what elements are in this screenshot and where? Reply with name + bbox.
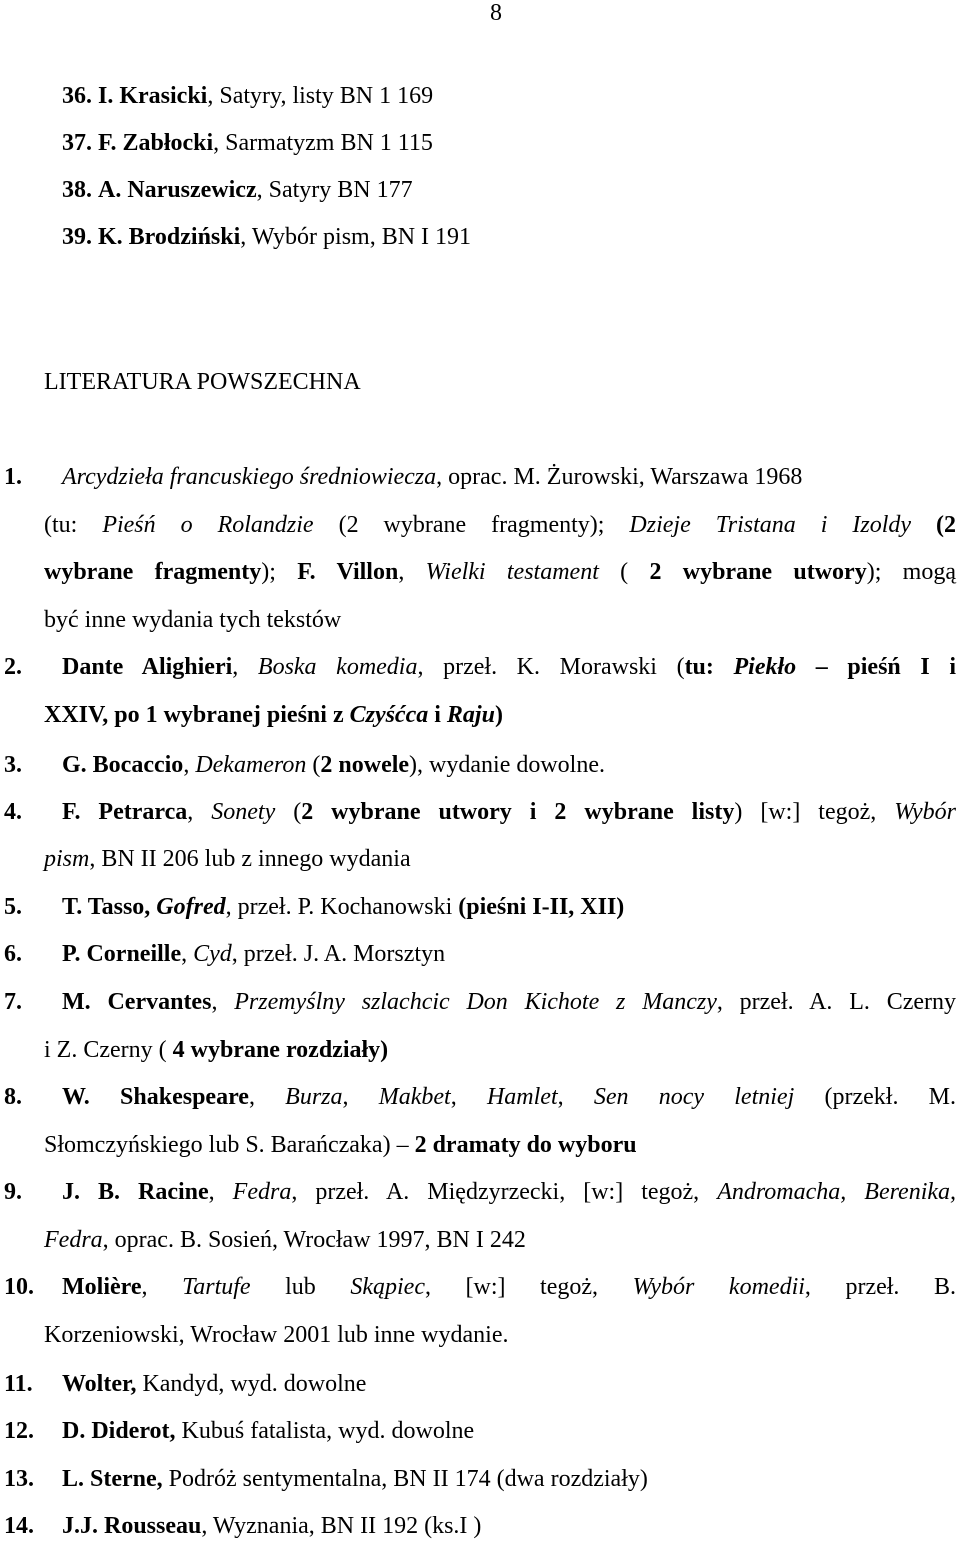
item-number: 12. [4,1418,34,1444]
item-number: 4. [4,799,22,825]
list-item: T. Tasso, Gofred, przeł. P. Kochanowski (pieśni I-II, XII) [62,894,625,920]
list-item-line: Fedra, oprac. B. Sosień, Wrocław 1997, BN I 242 [44,1227,526,1253]
list-item: 38. A. Naruszewicz, Satyry BN 177 [62,177,413,203]
list-item: D. Diderot, Kubuś fatalista, wyd. dowolne [62,1418,475,1444]
list-item-line: Korzeniowski, Wrocław 2001 lub inne wydanie. [44,1322,509,1348]
list-item-line: Słomczyńskiego lub S. Barańczaka) – 2 dramaty do wyboru [44,1132,637,1158]
list-item: G. Bocaccio, Dekameron (2 nowele), wydanie dowolne. [62,752,605,778]
list-item-line: być inne wydania tych tekstów [44,607,342,633]
item-number: 9. [4,1179,22,1205]
list-item-line: wybrane fragmenty); F. Villon, Wielki testament ( 2 wybrane utwory); mogą [44,559,956,585]
list-item: Wolter, Kandyd, wyd. dowolne [62,1371,367,1397]
list-item: 39. K. Brodziński, Wybór pism, BN I 191 [62,224,472,250]
item-number: 7. [4,989,22,1015]
list-item: M. Cervantes, Przemyślny szlachcic Don Kichote z Manczy, przeł. A. L. Czerny [62,989,957,1015]
item-number: 2. [4,654,22,680]
list-item-line: XXIV, po 1 wybranej pieśni z Czyśćca i Raju) [44,702,503,728]
list-item: W. Shakespeare, Burza, Makbet, Hamlet, Sen nocy letniej (przekł. M. [62,1084,957,1110]
list-item: Arcydzieła francuskiego średniowiecza, oprac. M. Żurowski, Warszawa 1968 [62,464,803,490]
item-number: 8. [4,1084,22,1110]
list-item: 37. F. Zabłocki, Sarmatyzm BN 1 115 [62,130,433,156]
list-item: 36. I. Krasicki, Satyry, listy BN 1 169 [62,83,434,109]
item-number: 6. [4,941,22,967]
list-item-line: pism, BN II 206 lub z innego wydania [44,846,411,872]
list-item: P. Corneille, Cyd, przeł. J. A. Morsztyn [62,941,446,967]
list-item-line: i Z. Czerny ( 4 wybrane rozdziały) [44,1037,389,1063]
item-number: 1. [4,464,22,490]
item-number: 13. [4,1466,34,1492]
page-number: 8 [490,0,502,26]
item-number: 14. [4,1513,34,1539]
list-item: J. B. Racine, Fedra, przeł. A. Międzyrzecki, [w:] tegoż, Andromacha, Berenika, [62,1179,957,1205]
list-item: F. Petrarca, Sonety (2 wybrane utwory i 2 wybrane listy) [w:] tegoż, Wybór [62,799,957,825]
item-number: 5. [4,894,22,920]
list-item: J.J. Rousseau, Wyznania, BN II 192 (ks.I ) [62,1513,482,1539]
section-heading: LITERATURA POWSZECHNA [44,369,361,395]
item-number: 3. [4,752,22,778]
list-item: Molière, Tartufe lub Skąpiec, [w:] tegoż, Wybór komedii, przeł. B. [62,1274,956,1300]
list-item: L. Sterne, Podróż sentymentalna, BN II 174 (dwa rozdziały) [62,1466,648,1492]
item-number: 10. [4,1274,34,1300]
list-item-line: (tu: Pieśń o Rolandzie (2 wybrane fragmenty); Dzieje Tristana i Izoldy (2 [44,512,957,538]
item-number: 11. [4,1371,33,1397]
list-item: Dante Alighieri, Boska komedia, przeł. K. Morawski (tu: Piekło – pieśń I i [62,654,956,680]
